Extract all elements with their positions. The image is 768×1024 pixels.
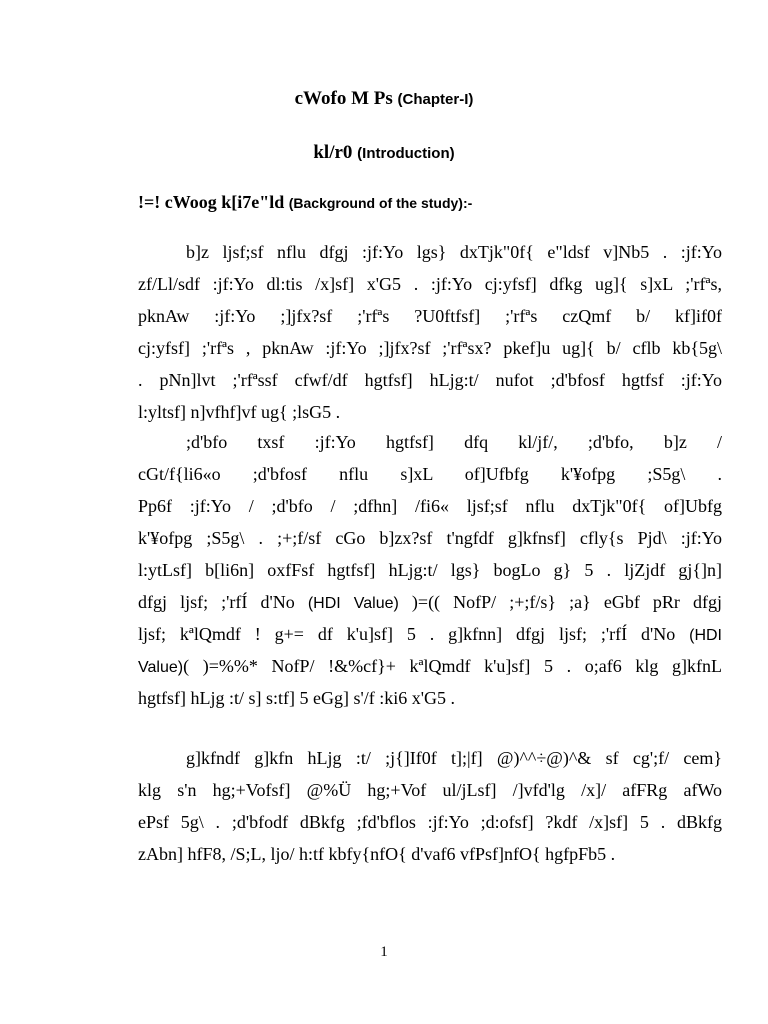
paragraph-line: l:ytLsf] b[li6n] oxfFsf hgtfsf] hLjg:t/ lgs} bogLo g} 5 . ljZjdf gj{]n] [138,560,722,580]
section-heading-english: (Background of the study):- [288,195,473,211]
paragraph-line: l:yltsf] n]vfhf]vf ug{ ;lsG5 . [138,402,341,422]
paragraph-line: . pNn]lvt ;'rfªssf cfwf/df hgtfsf] hLjg:t/ nufot ;d'bfosf hgtfsf :jf:Yo [138,370,722,390]
paragraph-line: b]z ljsf;sf nflu dfgj :jf:Yo lgs} dxTjk"0f{ e"ldsf v]Nb5 . :jf:Yo [186,242,722,262]
paragraph-line: pknAw :jf:Yo ;]jfx?sf ;'rfªs ?U0ftfsf] ;'rfªs czQmf b/ kf]if0f [138,306,722,326]
paragraph-line: ePsf 5g\ . ;d'bfodf dBkfg ;fd'bflos :jf:Yo ;d:ofsf] ?kdf /x]sf] 5 . dBkfg [138,812,722,832]
paragraph-line: cGt/f{li6«o ;d'bfosf nflu s]xL of]Ufbfg k'¥ofpg ;S5g\ . [138,464,722,484]
english-term: (HDI Value) [307,595,399,612]
paragraph-line: g]kfndf g]kfn hLjg :t/ ;j{]If0f t];|f] @)^^÷@)^& sf cg';f/ cem} [186,748,722,768]
paragraph-line: hgtfsf] hLjg :t/ s] s:tf] 5 eGg] s'/f :ki6 x'G5 . [138,688,455,708]
chapter-heading-nepali: cWofo M Ps [294,88,393,109]
paragraph-line: ;d'bfo txsf :jf:Yo hgtfsf] dfq kl/jf/, ;d'bfo, b]z / [186,432,722,452]
paragraph-line: cj:yfsf] ;'rfªs , pknAw :jf:Yo ;]jfx?sf ;'rfªsx? pkef]u ug]{ b/ cflb kb{5g\ [138,338,722,358]
paragraph-line: klg s'n hg;+Vofsf] @%Ü hg;+Vof ul/jLsf] /]vfd'lg /x]/ afFRg afWo [138,780,722,800]
introduction-heading-english: (Introduction) [357,145,455,162]
chapter-heading [0,88,768,110]
page-number: 1 [380,944,388,960]
paragraph-line: dfgj ljsf; ;'rfÍ d'No (HDI Value) )=(( NofP/ ;+;f/s} ;a} eGbf pRr dfgj [138,592,723,612]
paragraph-line: Value)( )=%%* NofP/ !&%cf}+ kªlQmdf k'u]sf] 5 . o;af6 klg g]kfnL [138,656,722,676]
english-term: (HDI [689,627,722,644]
section-heading-nepali: !=! cWoog k[i7e"ld [138,192,285,212]
introduction-heading [0,142,768,164]
section-heading [138,192,472,213]
paragraph-line: zAbn] hfF8, /S;L, ljo/ h:tf kbfy{nfO{ d'vaf6 vfPsf]nfO{ hgfpFb5 . [138,844,616,864]
paragraph-line: k'¥ofpg ;S5g\ . ;+;f/sf cGo b]zx?sf t'ngfdf g]kfnsf] cfly{s Pjd\ :jf:Yo [138,528,722,548]
english-term: Value) [138,659,184,676]
paragraph-line: ljsf; kªlQmdf ! g+= df k'u]sf] 5 . g]kfnn] dfgj ljsf; ;'rfÍ d'No (HDI [138,624,722,644]
paragraph-line: zf/Ll/sdf :jf:Yo dl:tis /x]sf] x'G5 . :jf:Yo cj:yfsf] dfkg ug]{ s]xL ;'rfªs, [138,274,722,294]
introduction-heading-nepali: kl/r0 [313,142,353,163]
chapter-heading-english: (Chapter-I) [397,91,474,108]
paragraph-line: Pp6f :jf:Yo / ;d'bfo / ;dfhn] /fi6« ljsf;sf nflu dxTjk"0f{ of]Ubfg [138,496,722,516]
